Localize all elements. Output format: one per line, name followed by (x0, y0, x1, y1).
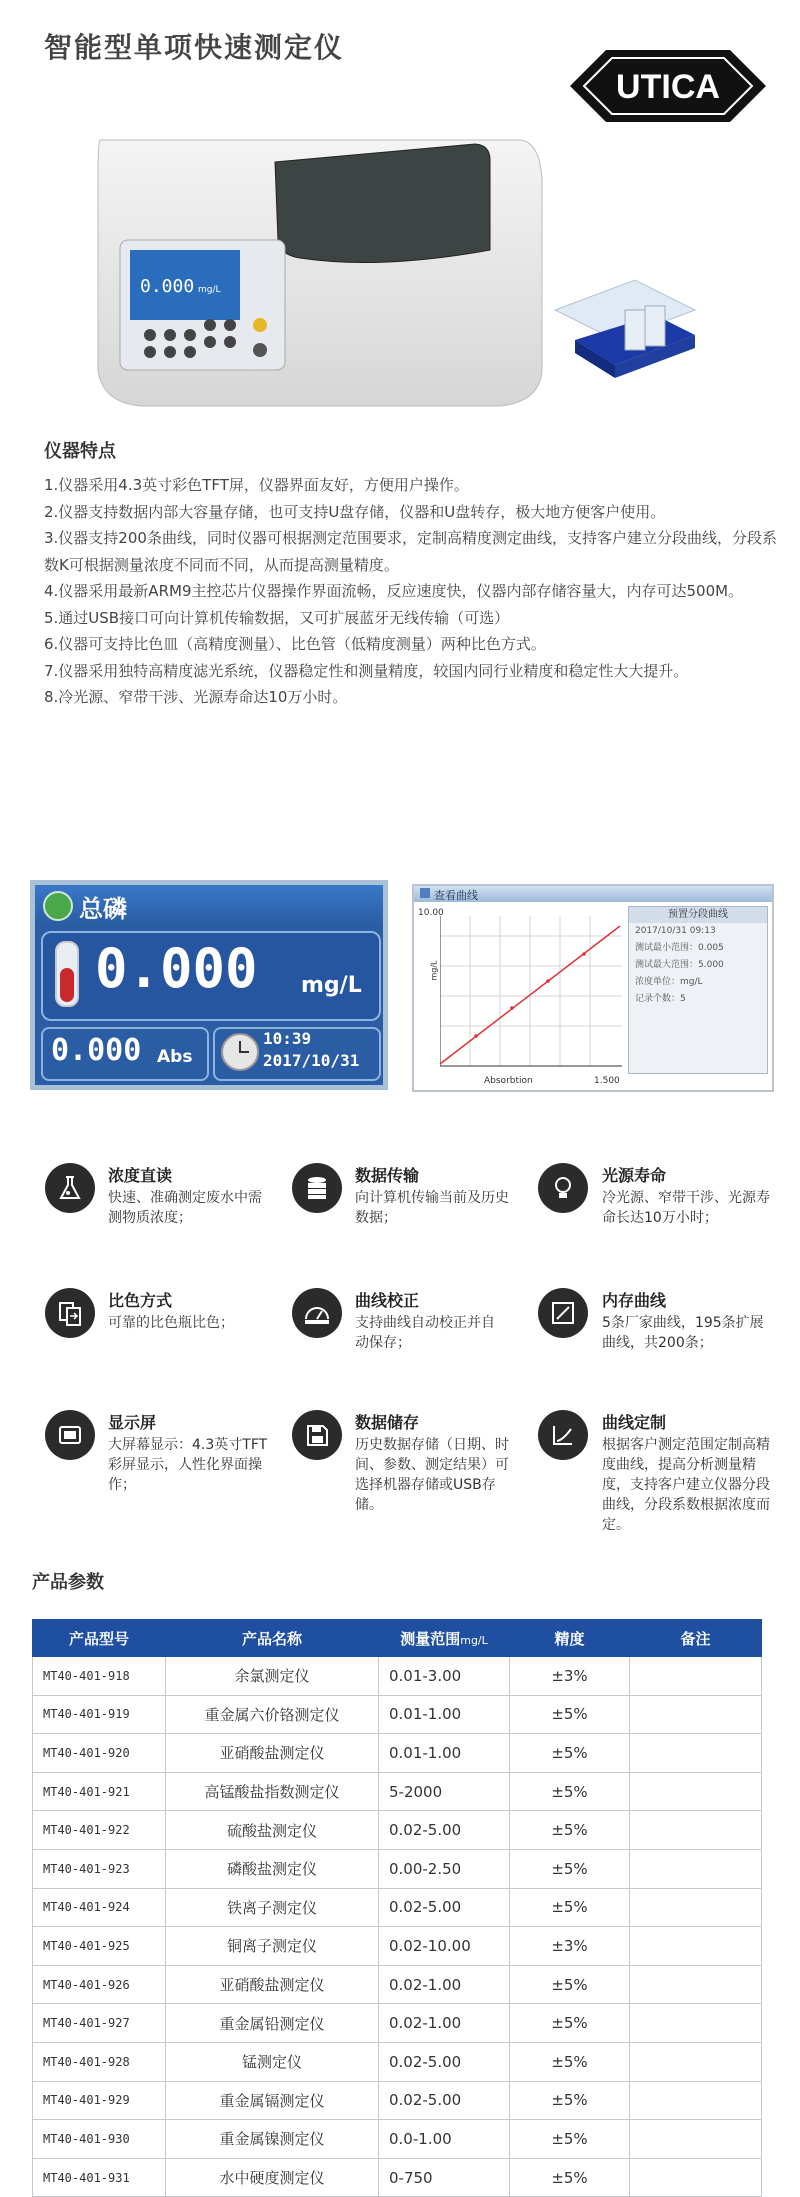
cell-name: 硫酸盐测定仪 (166, 1811, 379, 1850)
clock-time: 10:39 (263, 1029, 312, 1048)
curve-y-label: mg/L (429, 960, 439, 981)
utica-logo (570, 50, 766, 122)
curve-point (474, 1034, 478, 1038)
curve-point (510, 1006, 514, 1010)
feature-item: 5.通过USB接口可向计算机传输数据，又可扩展蓝牙无线传输（可选） (44, 608, 510, 627)
cell-accuracy: ±5% (510, 2081, 630, 2120)
cell-remark (630, 2081, 762, 2120)
header-accuracy: 精度 (510, 1620, 630, 1657)
cell-remark (630, 1734, 762, 1773)
clock-date: 2017/10/31 (263, 1051, 360, 1070)
feature-storage-desc: 历史数据存储（日期、时间、参数、测定结果）可选择机器存储或USB存储。 (355, 1437, 509, 1513)
curve-plot (440, 916, 622, 1074)
curve-screen (412, 884, 774, 1092)
compare-icon (45, 1288, 95, 1338)
curve-y-top: 10.00 (418, 908, 444, 918)
screen-icon (45, 1410, 95, 1460)
cell-name: 磷酸盐测定仪 (166, 1849, 379, 1888)
curve-x-label: Absorbtion (484, 1076, 533, 1086)
features-list (44, 472, 784, 711)
curve-custom-icon (538, 1410, 588, 1460)
cell-model: MT40-401-918 (33, 1657, 166, 1696)
cell-model: MT40-401-930 (33, 2120, 166, 2159)
cell-name: 重金属铅测定仪 (166, 2004, 379, 2043)
test-tube-icon (55, 941, 79, 1007)
table-row (33, 1695, 762, 1734)
cell-remark (630, 1888, 762, 1927)
feature-display-desc: 大屏幕显示：4.3英寸TFT彩屏显示，人性化界面操作； (108, 1437, 268, 1493)
cell-model: MT40-401-924 (33, 1888, 166, 1927)
curve-info-row: 浓度单位：mg/L (635, 977, 703, 987)
feature-concentration-title: 浓度直读 (108, 1166, 173, 1185)
cell-remark (630, 2004, 762, 2043)
cuvette-holder-image (545, 270, 705, 390)
cell-range: 0.02-1.00 (379, 2004, 510, 2043)
feature-memory-curve-title: 内存曲线 (602, 1291, 667, 1310)
cell-name: 亚硝酸盐测定仪 (166, 1734, 379, 1773)
cell-remark (630, 1927, 762, 1966)
params-title: 产品参数 (32, 1572, 104, 1593)
header-range (379, 1620, 510, 1657)
database-icon (292, 1163, 342, 1213)
feature-item: 2.仪器支持数据内部大容量存储，也可支持U盘存储，仪器和U盘转存，极大地方便客户使用。 (44, 502, 666, 521)
cell-range: 0.01-1.00 (379, 1695, 510, 1734)
abs-label: Abs (157, 1047, 193, 1067)
device-screen-reading: 0.000 (140, 276, 195, 297)
cell-model: MT40-401-920 (33, 1734, 166, 1773)
reading-value: 0.000 (95, 937, 258, 1000)
cell-accuracy: ±5% (510, 1888, 630, 1927)
cell-name: 亚硝酸盐测定仪 (166, 1965, 379, 2004)
curve-point (582, 952, 586, 956)
cell-range: 0-750 (379, 2158, 510, 2197)
bulb-icon (538, 1163, 588, 1213)
cell-range: 0.02-5.00 (379, 2081, 510, 2120)
feature-custom-curve-title: 曲线定制 (602, 1413, 667, 1432)
save-icon (292, 1410, 342, 1460)
cell-range: 0.00-2.50 (379, 1849, 510, 1888)
feature-item: 1.仪器采用4.3英寸彩色TFT屏，仪器界面友好，方便用户操作。 (44, 476, 469, 494)
table-row (33, 1927, 762, 1966)
cell-model: MT40-401-922 (33, 1811, 166, 1850)
cell-accuracy: ±5% (510, 1849, 630, 1888)
table-row (33, 1811, 762, 1850)
cell-accuracy: ±3% (510, 1927, 630, 1966)
cell-remark (630, 2158, 762, 2197)
cell-name: 水中硬度测定仪 (166, 2158, 379, 2197)
reading-unit: mg/L (301, 973, 362, 998)
cell-range: 0.01-1.00 (379, 1734, 510, 1773)
feature-memory-curve-desc: 5条厂家曲线，195条扩展曲线，共200条； (602, 1315, 764, 1351)
cell-accuracy: ±5% (510, 2120, 630, 2159)
curve-x-max: 1.500 (594, 1076, 620, 1086)
table-row (33, 2120, 762, 2159)
cell-accuracy: ±5% (510, 1965, 630, 2004)
cell-accuracy: ±5% (510, 1811, 630, 1850)
cell-model: MT40-401-919 (33, 1695, 166, 1734)
curve-point (546, 979, 550, 983)
curve-info-title: 预置分段曲线 (629, 907, 767, 923)
cell-remark (630, 1695, 762, 1734)
cell-accuracy: ±5% (510, 1695, 630, 1734)
page-title: 智能型单项快速测定仪 (44, 31, 345, 64)
cell-remark (630, 1772, 762, 1811)
gauge-icon (292, 1288, 342, 1338)
table-row (33, 1734, 762, 1773)
cell-model: MT40-401-931 (33, 2158, 166, 2197)
curve-box-icon (538, 1288, 588, 1338)
header-range-unit: mg/L (460, 1633, 488, 1647)
cell-range: 0.0-1.00 (379, 2120, 510, 2159)
cell-range: 5-2000 (379, 1772, 510, 1811)
params-table (32, 1619, 762, 2197)
cell-remark (630, 2120, 762, 2159)
feature-storage-title: 数据储存 (355, 1413, 420, 1432)
curve-info-row: 测试最大范围：5.000 (635, 960, 724, 970)
window-icon (420, 888, 430, 898)
cell-model: MT40-401-926 (33, 1965, 166, 2004)
feature-item: 8.冷光源、窄带干涉、光源寿命达10万小时。 (44, 688, 348, 706)
table-row (33, 1657, 762, 1696)
cell-model: MT40-401-927 (33, 2004, 166, 2043)
params-header-row (33, 1620, 762, 1657)
cell-name: 重金属六价铬测定仪 (166, 1695, 379, 1734)
table-row (33, 1772, 762, 1811)
cell-remark (630, 2042, 762, 2081)
cell-remark (630, 1811, 762, 1850)
header-model: 产品型号 (33, 1620, 166, 1657)
feature-item: 3.仪器支持200条曲线，同时仪器可根据测定范围要求，定制高精度测定曲线，支持客户建立分段曲线，分段系数K可根据测量浓度不同而不同，从而提高测量精度。 (44, 529, 777, 574)
feature-calibration-title: 曲线校正 (355, 1291, 420, 1310)
feature-colorimetry-title: 比色方式 (108, 1291, 173, 1310)
feature-colorimetry-desc: 可靠的比色瓶比色； (108, 1315, 234, 1331)
cell-model: MT40-401-921 (33, 1772, 166, 1811)
cell-range: 0.02-5.00 (379, 2042, 510, 2081)
table-row (33, 2081, 762, 2120)
cell-name: 重金属镉测定仪 (166, 2081, 379, 2120)
globe-icon (43, 891, 73, 921)
table-row (33, 1849, 762, 1888)
clock-icon (221, 1033, 259, 1071)
feature-display-title: 显示屏 (108, 1413, 157, 1432)
flask-icon (45, 1163, 95, 1213)
cell-accuracy: ±5% (510, 2158, 630, 2197)
cell-range: 0.01-3.00 (379, 1657, 510, 1696)
cell-name: 锰测定仪 (166, 2042, 379, 2081)
curve-info-row: 2017/10/31 09:13 (635, 926, 716, 936)
cell-remark (630, 1657, 762, 1696)
cell-model: MT40-401-928 (33, 2042, 166, 2081)
cell-range: 0.02-1.00 (379, 1965, 510, 2004)
cell-name: 铁离子测定仪 (166, 1888, 379, 1927)
curve-info-row: 测试最小范围：0.005 (635, 943, 724, 953)
table-row (33, 2158, 762, 2197)
table-row (33, 2004, 762, 2043)
device-image (80, 120, 550, 420)
table-row (33, 2042, 762, 2081)
cell-name: 余氯测定仪 (166, 1657, 379, 1696)
brand-text: UTICA (616, 68, 720, 106)
cell-range: 0.02-5.00 (379, 1888, 510, 1927)
cell-model: MT40-401-923 (33, 1849, 166, 1888)
feature-item: 6.仪器可支持比色皿（高精度测量）、比色管（低精度测量）两种比色方式。 (44, 635, 546, 653)
table-row (33, 1888, 762, 1927)
cell-range: 0.02-5.00 (379, 1811, 510, 1850)
cell-accuracy: ±5% (510, 1772, 630, 1811)
cell-name: 重金属镍测定仪 (166, 2120, 379, 2159)
cell-accuracy: ±5% (510, 1734, 630, 1773)
feature-transfer-title: 数据传输 (355, 1166, 420, 1185)
cell-model: MT40-401-925 (33, 1927, 166, 1966)
cell-name: 铜离子测定仪 (166, 1927, 379, 1966)
feature-lamp-desc: 冷光源、窄带干涉、光源寿命长达10万小时； (602, 1190, 770, 1226)
cell-name: 高锰酸盐指数测定仪 (166, 1772, 379, 1811)
screen-parameter-title: 总磷 (79, 895, 127, 923)
curve-info-row: 记录个数：5 (635, 994, 686, 1004)
feature-calibration-desc: 支持曲线自动校正并自动保存； (355, 1315, 495, 1351)
table-row (33, 1965, 762, 2004)
device-screen-unit: mg/L (198, 285, 221, 295)
feature-transfer-desc: 向计算机传输当前及历史数据； (355, 1190, 509, 1226)
cell-accuracy: ±5% (510, 2004, 630, 2043)
header-remark: 备注 (630, 1620, 762, 1657)
cell-model: MT40-401-929 (33, 2081, 166, 2120)
measurement-screen (30, 880, 388, 1090)
cell-accuracy: ±5% (510, 2042, 630, 2081)
header-range-label: 测量范围 (400, 1629, 461, 1648)
feature-lamp-title: 光源寿命 (602, 1166, 667, 1185)
feature-custom-curve-desc: 根据客户测定范围定制高精度曲线，提高分析测量精度，支持客户建立仪器分段曲线，分段系数根据浓度而定。 (602, 1437, 770, 1533)
curve-screen-title: 查看曲线 (434, 889, 478, 902)
cell-accuracy: ±3% (510, 1657, 630, 1696)
cell-remark (630, 1849, 762, 1888)
abs-value: 0.000 (51, 1033, 142, 1068)
cell-range: 0.02-10.00 (379, 1927, 510, 1966)
features-title: 仪器特点 (44, 441, 116, 462)
feature-item: 7.仪器采用独特高精度滤光系统，仪器稳定性和测量精度，较国内同行业精度和稳定性大大提升。 (44, 661, 689, 680)
header-name: 产品名称 (166, 1620, 379, 1657)
feature-concentration-desc: 快速、准确测定废水中需测物质浓度； (108, 1190, 262, 1226)
curve-info-panel (628, 906, 768, 1074)
cell-remark (630, 1965, 762, 2004)
feature-item: 4.仪器采用最新ARM9主控芯片仪器操作界面流畅，反应速度快，仪器内部存储容量大，内存可达500M。 (44, 582, 744, 600)
